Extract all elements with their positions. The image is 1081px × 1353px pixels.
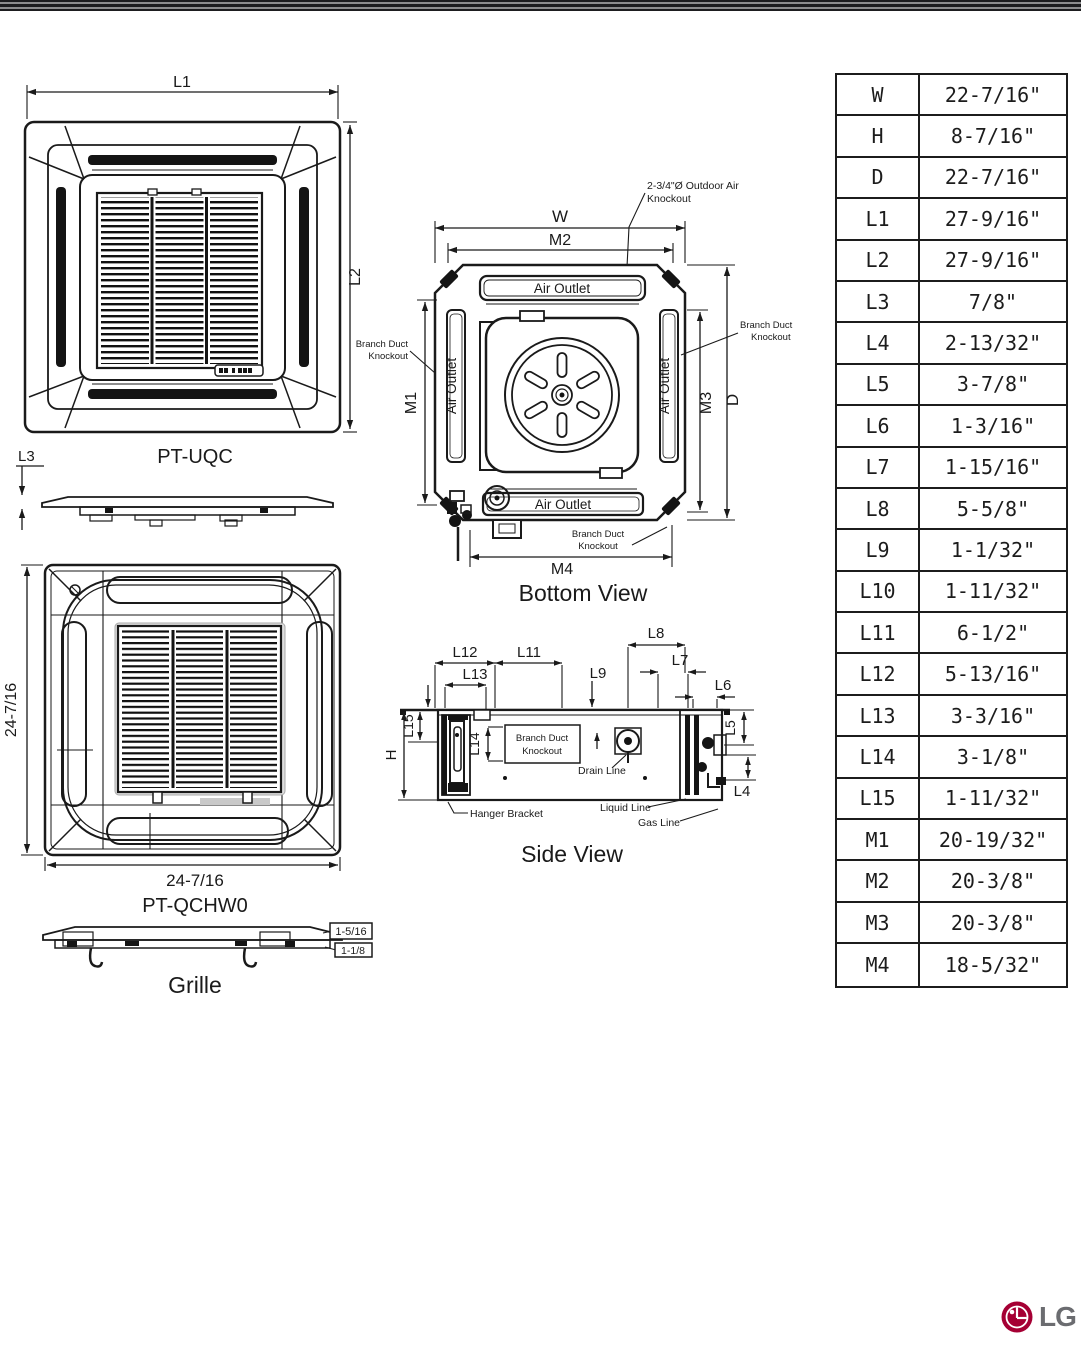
callout-line1: Branch Duct	[571, 529, 625, 540]
callout-line2: Knockout	[751, 332, 791, 343]
dimension-table	[835, 73, 1068, 988]
unit-side-body	[400, 710, 730, 800]
dim-value-cell: 20-3/8"	[950, 910, 1036, 935]
table-row	[837, 779, 1066, 820]
dim-value-cell: 20-3/8"	[950, 869, 1036, 894]
dim-symbol-cell: L12	[837, 654, 920, 693]
dim-symbol-cell: L1	[837, 199, 920, 238]
profile-dim-top: 1-5/16	[335, 926, 367, 938]
dim-symbol-cell: M2	[837, 861, 920, 900]
dim-value-cell: 22-7/16"	[944, 82, 1042, 107]
dim-symbol-cell: L3	[837, 282, 920, 321]
dim-label-l9: L9	[589, 665, 607, 682]
dim-label-l1: L1	[173, 74, 191, 91]
callout-line1: 2-3/4"Ø Outdoor Air	[647, 180, 739, 192]
dim-label-l14: L14	[466, 732, 482, 756]
grille-model-label: PT-QCHW0	[142, 895, 248, 917]
side-view-diagram	[383, 615, 765, 880]
dim-value-cell: 27-9/16"	[944, 206, 1042, 231]
grille-side-profile	[43, 923, 372, 967]
dim-value-cell: 3-1/8"	[956, 744, 1030, 769]
table-row	[837, 241, 1066, 282]
l7-dimension	[640, 652, 706, 708]
dim-label-l6: L6	[714, 677, 732, 694]
dim-value-cell: 7/8"	[968, 289, 1018, 314]
l9-dimension	[590, 665, 607, 707]
dim-value-cell: 27-9/16"	[944, 248, 1042, 273]
air-outlet-right	[657, 310, 678, 462]
dim-label-d: D	[723, 393, 742, 407]
bottom-view-diagram	[355, 175, 793, 615]
dim-symbol-cell: L14	[837, 737, 920, 776]
table-row	[837, 116, 1066, 157]
table-row	[837, 282, 1066, 323]
table-row	[837, 613, 1066, 654]
table-row	[837, 696, 1066, 737]
lg-logo-text: LG	[1039, 1301, 1076, 1332]
dim-symbol-cell: L8	[837, 489, 920, 528]
table-row	[837, 944, 1066, 985]
intake-grille	[97, 189, 262, 368]
table-row	[837, 406, 1066, 447]
dim-symbol-cell: L4	[837, 323, 920, 362]
dim-symbol-cell: L13	[837, 696, 920, 735]
dim-label-l13: L13	[462, 666, 488, 683]
callout-line2: Knockout	[578, 541, 618, 552]
table-row	[837, 323, 1066, 364]
hanger-bracket-label: Hanger Bracket	[470, 808, 543, 820]
hanger-hook	[244, 948, 256, 967]
table-row	[837, 654, 1066, 695]
dim-symbol-cell: M3	[837, 903, 920, 942]
table-row	[837, 489, 1066, 530]
air-outlet-left	[444, 310, 465, 462]
dim-label-l11: L11	[517, 644, 541, 661]
dim-symbol-cell: L6	[837, 406, 920, 445]
grille-diagram	[5, 555, 380, 1000]
dim-symbol-cell: L2	[837, 241, 920, 280]
cassette-panel-outline	[25, 122, 340, 432]
grille-slats	[115, 623, 285, 805]
table-row	[837, 530, 1066, 571]
dim-symbol-cell: D	[837, 158, 920, 197]
dim-symbol-cell: L7	[837, 448, 920, 487]
table-row	[837, 199, 1066, 240]
dim-label-w: W	[551, 207, 569, 226]
dim-symbol-cell: M1	[837, 820, 920, 859]
display-panel	[215, 365, 263, 376]
grille-height-dimension	[3, 565, 43, 855]
table-row	[837, 861, 1066, 902]
dim-value-cell: 6-1/2"	[956, 620, 1030, 645]
fan-assembly	[480, 311, 638, 478]
air-outlet-label: Air Outlet	[533, 281, 591, 296]
table-row	[837, 158, 1066, 199]
l4-dimension	[726, 755, 756, 800]
dim-value-cell: 3-7/8"	[956, 372, 1030, 397]
dim-label-l4: L4	[733, 783, 751, 800]
l5-dimension	[722, 710, 754, 745]
table-row	[837, 820, 1066, 861]
dim-value-cell: 20-19/32"	[938, 827, 1048, 852]
dim-value-cell: 8-7/16"	[950, 124, 1036, 149]
m3-dimension	[687, 310, 715, 512]
dim-label-m3: M3	[698, 391, 715, 415]
l11-dimension	[495, 644, 562, 708]
dim-symbol-cell: M4	[837, 944, 920, 985]
lg-symbol-icon	[1000, 1300, 1034, 1334]
l6-dimension	[675, 677, 735, 708]
table-row	[837, 572, 1066, 613]
branch-duct-callout-left	[356, 339, 435, 373]
table-row	[837, 75, 1066, 116]
dim-label-m1: M1	[403, 391, 420, 415]
air-outlet-label: Air Outlet	[657, 357, 672, 415]
dim-label-l12: L12	[452, 644, 478, 661]
top-view-model-label: PT-UQC	[157, 446, 233, 468]
callout-line1: Branch Duct	[355, 339, 408, 350]
callout-line1: Branch Duct	[515, 733, 569, 744]
dim-label-l5: L5	[722, 720, 738, 736]
dim-value-cell: 1-11/32"	[944, 579, 1042, 604]
bottom-view-title: Bottom View	[518, 580, 648, 606]
dim-label-width: 24-7/16	[166, 871, 224, 890]
m2-dimension	[448, 232, 673, 263]
dim-value-cell: 5-13/16"	[944, 662, 1042, 687]
dim-value-cell: 2-13/32"	[944, 331, 1042, 356]
dim-symbol-cell: L11	[837, 613, 920, 652]
branch-duct-callout-right	[681, 320, 793, 355]
air-outlet-label: Air Outlet	[534, 497, 592, 512]
m1-dimension	[403, 300, 437, 505]
callout-line1: Branch Duct	[740, 320, 793, 331]
gas-line-label: Gas Line	[638, 817, 681, 829]
drain-line-label: Drain Line	[578, 765, 626, 777]
dim-label-height: 24-7/16	[3, 682, 20, 738]
side-view-title: Side View	[521, 841, 623, 867]
l3-dimension	[16, 448, 44, 530]
dim-label-l7: L7	[671, 652, 689, 669]
table-row	[837, 448, 1066, 489]
air-outlet-label: Air Outlet	[444, 357, 459, 415]
callout-line2: Knockout	[368, 351, 408, 362]
callout-line2: Knockout	[522, 746, 562, 757]
dim-label-m2: M2	[548, 232, 572, 249]
grille-title: Grille	[168, 972, 222, 998]
dim-label-l15: L15	[400, 714, 416, 738]
dim-symbol-cell: L15	[837, 779, 920, 818]
dim-symbol-cell: L9	[837, 530, 920, 569]
callout-line2: Knockout	[647, 193, 691, 205]
branch-duct-callout-bottom	[572, 527, 667, 552]
liquid-line-label: Liquid Line	[600, 802, 651, 814]
dim-symbol-cell: L5	[837, 365, 920, 404]
top-view-diagram	[10, 75, 375, 535]
dim-label-l2: L2	[347, 268, 364, 286]
outdoor-air-knockout-callout	[627, 180, 739, 267]
dim-value-cell: 18-5/32"	[944, 952, 1042, 977]
page-top-border	[0, 0, 1081, 11]
dim-value-cell: 22-7/16"	[944, 165, 1042, 190]
dim-value-cell: 5-5/8"	[956, 496, 1030, 521]
dim-value-cell: 1-3/16"	[950, 413, 1036, 438]
profile-dim-bottom: 1-1/8	[341, 945, 365, 957]
l1-dimension	[27, 74, 338, 119]
dim-symbol-cell: W	[837, 75, 920, 114]
lg-logo	[1000, 1300, 1076, 1334]
grille-width-dimension	[45, 857, 340, 890]
dim-value-cell: 1-1/32"	[950, 537, 1036, 562]
table-row	[837, 737, 1066, 778]
dim-value-cell: 1-15/16"	[944, 455, 1042, 480]
dim-label-l8: L8	[647, 625, 665, 642]
dim-label-l3: L3	[18, 448, 35, 465]
liquid-line-callout	[600, 799, 686, 814]
top-notch	[474, 710, 490, 720]
hanger-bracket-callout	[448, 802, 543, 820]
dim-label-h: H	[383, 749, 400, 761]
dim-symbol-cell: L10	[837, 572, 920, 611]
air-outlet-top	[480, 276, 645, 304]
table-row	[837, 365, 1066, 406]
branch-duct-knockout-box	[505, 725, 580, 763]
l13-dimension	[445, 666, 488, 710]
dim-value-cell: 3-3/16"	[950, 703, 1036, 728]
bottom-knockout-tab	[493, 520, 521, 538]
dim-value-cell: 1-11/32"	[944, 786, 1042, 811]
dimension-table-body	[837, 75, 1066, 986]
unit-body	[435, 265, 685, 561]
table-row	[837, 903, 1066, 944]
panel-side-profile	[42, 497, 333, 526]
hanger-hook	[90, 948, 102, 967]
dim-label-m4: M4	[550, 561, 574, 578]
dim-symbol-cell: H	[837, 116, 920, 155]
